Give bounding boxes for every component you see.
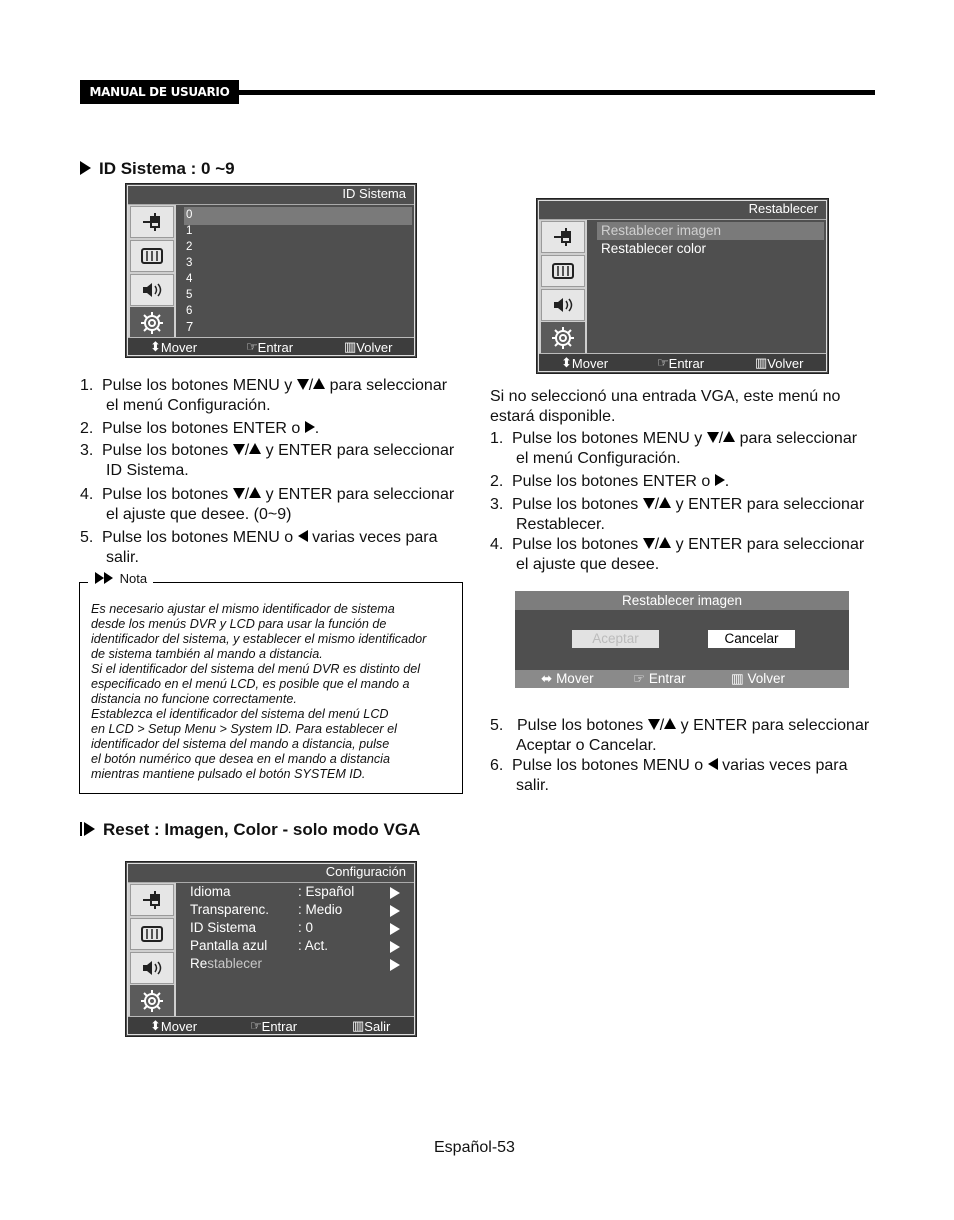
sound-icon[interactable] xyxy=(130,952,174,984)
step-1: 1. Pulse los botones MENU y / para seleccionar el menú Configuración. xyxy=(80,376,470,419)
menu-row-idioma[interactable] xyxy=(190,883,412,901)
menu-row-pantalla-azul[interactable] xyxy=(190,937,412,955)
step-text: salir. xyxy=(106,549,139,566)
up-arrow-icon xyxy=(723,431,735,442)
setup-gear-icon[interactable] xyxy=(541,322,585,354)
picture-icon[interactable] xyxy=(130,918,174,950)
submenu-arrow-icon xyxy=(390,941,400,953)
osd-icon-column xyxy=(539,220,587,355)
osd-id-sistema xyxy=(125,183,417,358)
steps-id-sistema xyxy=(80,376,470,568)
page-number: Español-53 xyxy=(434,1139,515,1156)
move-hint: ⬍ Mover xyxy=(150,1018,198,1034)
osd-icon-column xyxy=(128,883,176,1018)
step-text: y ENTER para seleccionar xyxy=(671,536,865,553)
step-4: 4. Pulse los botones / y ENTER para seleccionar el ajuste que desee. (0~9) xyxy=(80,485,470,528)
back-hint: ▥ Volver xyxy=(755,355,804,371)
step-3: 3. Pulse los botones / y ENTER para seleccionar ID Sistema. xyxy=(80,441,470,485)
step-5: 5. Pulse los botones / y ENTER para seleccionar Aceptar o Cancelar. xyxy=(490,716,890,756)
step-2 xyxy=(80,419,470,441)
double-arrow-icon xyxy=(94,571,116,585)
osd-title: ID Sistema xyxy=(342,186,406,201)
osd-frame xyxy=(127,185,415,356)
id-option[interactable]: 3 xyxy=(186,257,193,269)
step-4: 4. Pulse los botones / y ENTER para seleccionar el ajuste que desee. xyxy=(490,535,890,575)
enter-hint: ☞ Entrar xyxy=(657,355,705,371)
note-line: mientras mantiene pulsado el botón SYSTEM ID. xyxy=(91,767,366,781)
osd-configuracion xyxy=(125,861,417,1037)
setup-gear-icon[interactable] xyxy=(130,307,174,339)
step-text: Pulse los botones xyxy=(512,496,643,513)
id-option[interactable]: 1 xyxy=(186,225,193,237)
step-number: 2. xyxy=(80,420,94,437)
osd-restablecer-imagen-dialog xyxy=(515,591,849,688)
heading-bar-mark xyxy=(80,822,82,836)
enter-label: Entrar xyxy=(261,1019,298,1034)
exit-label: Salir xyxy=(364,1019,391,1034)
setup-gear-icon[interactable] xyxy=(130,985,174,1017)
down-arrow-icon xyxy=(233,444,245,455)
id-option[interactable]: 5 xyxy=(186,289,193,301)
submenu-arrow-icon xyxy=(390,923,400,935)
back-hint: ▥ Volver xyxy=(731,671,786,686)
reset-intro xyxy=(490,387,880,427)
step-text: y ENTER para seleccionar xyxy=(261,486,455,503)
menu-row-value: : Medio xyxy=(298,902,343,917)
step-text: Pulse los botones MENU y xyxy=(512,430,707,447)
step-text: para seleccionar xyxy=(735,430,858,447)
move-label: Mover xyxy=(160,340,198,355)
menu-row-label-dim: stablecer xyxy=(207,956,263,971)
input-icon[interactable] xyxy=(130,884,174,916)
steps-reset xyxy=(490,429,890,575)
step-number: 3. xyxy=(80,442,94,459)
step-text: Aceptar o Cancelar. xyxy=(516,737,657,754)
move-label: Mover xyxy=(571,356,609,371)
enter-hint: ☞ Entrar xyxy=(246,339,294,355)
step-6 xyxy=(490,756,890,796)
step-text: Pulse los botones xyxy=(102,486,233,503)
manual-header-tab: MANUAL DE USUARIO xyxy=(80,80,239,104)
up-arrow-icon xyxy=(659,537,671,548)
id-option[interactable]: 7 xyxy=(186,319,194,334)
menu-row-label: Transparenc. xyxy=(190,902,270,917)
note-line: Es necesario ajustar el mismo identificador de sistema xyxy=(91,602,395,616)
sound-icon[interactable] xyxy=(130,274,174,306)
note-line: identificador del sistema, y establecer el mismo identificador xyxy=(91,632,427,646)
enter-label: Entrar xyxy=(257,340,294,355)
id-option[interactable]: 4 xyxy=(186,273,193,285)
play-arrow-icon xyxy=(80,161,91,175)
step-text: Restablecer. xyxy=(516,516,605,533)
id-option[interactable]: 2 xyxy=(186,241,193,253)
enter-label: Entrar xyxy=(648,671,686,686)
step-text: el ajuste que desee. (0~9) xyxy=(106,506,292,523)
step-number: 4. xyxy=(490,536,504,553)
move-label: Mover xyxy=(160,1019,198,1034)
osd-title: Restablecer xyxy=(748,201,818,216)
submenu-arrow-icon xyxy=(390,959,400,971)
down-arrow-icon xyxy=(233,488,245,499)
step-number: 1. xyxy=(80,377,94,394)
section-heading-id-sistema xyxy=(80,159,235,179)
step-text: salir. xyxy=(516,777,549,794)
step-text: ID Sistema. xyxy=(106,462,189,479)
dialog-footer xyxy=(515,670,849,688)
id-option[interactable]: 6 xyxy=(186,305,193,317)
cancel-button[interactable]: Cancelar xyxy=(708,630,795,648)
step-text: el menú Configuración. xyxy=(516,450,681,467)
section-heading-reset xyxy=(80,820,420,840)
accept-button[interactable]: Aceptar xyxy=(572,630,659,648)
reset-option-imagen[interactable]: Restablecer imagen xyxy=(601,223,722,238)
exit-hint: ▥ Salir xyxy=(352,1018,391,1034)
note-label-text: Nota xyxy=(119,571,148,586)
menu-row-label: Idioma xyxy=(190,884,231,899)
osd-frame xyxy=(538,200,827,372)
submenu-arrow-icon xyxy=(390,887,400,899)
step-5 xyxy=(80,528,470,568)
step-1: 1. Pulse los botones MENU y / para seleccionar el menú Configuración. xyxy=(490,429,890,472)
step-3: 3. Pulse los botones / y ENTER para seleccionar Restablecer. xyxy=(490,495,890,535)
step-text: Pulse los botones ENTER o xyxy=(512,473,715,490)
osd-restablecer xyxy=(536,198,829,374)
note-text xyxy=(91,602,457,782)
id-value-list xyxy=(186,207,193,335)
up-arrow-icon xyxy=(313,378,325,389)
input-icon[interactable] xyxy=(541,221,585,253)
menu-row-value: : 0 xyxy=(298,920,314,935)
note-line: Si el identificador del sistema del menú DVR es distinto del xyxy=(91,662,420,676)
steps-reset-2 xyxy=(490,716,890,796)
up-arrow-icon xyxy=(664,718,676,729)
dialog-title: Restablecer imagen xyxy=(515,591,849,610)
reset-options xyxy=(601,222,721,258)
reset-option-color[interactable]: Restablecer color xyxy=(601,241,707,256)
osd-footer xyxy=(539,353,826,371)
picture-icon[interactable] xyxy=(541,255,585,287)
move-label: Mover xyxy=(556,671,594,686)
down-arrow-icon xyxy=(643,498,655,509)
note-line: de sistema también al mando a distancia. xyxy=(91,647,323,661)
config-menu-rows xyxy=(190,883,412,973)
step-text: varias veces para xyxy=(717,757,848,774)
step-text: . xyxy=(314,420,320,437)
menu-row-label: Pantalla azul xyxy=(190,938,268,953)
section-heading-text: Reset : Imagen, Color - solo modo VGA xyxy=(103,820,421,839)
note-label xyxy=(88,571,153,586)
step-2 xyxy=(490,472,890,495)
step-number: 3. xyxy=(490,496,504,513)
step-number: 2. xyxy=(490,473,504,490)
submenu-arrow-icon xyxy=(390,905,400,917)
left-arrow-icon xyxy=(298,530,308,542)
left-arrow-icon xyxy=(708,758,718,770)
down-arrow-icon xyxy=(297,379,309,390)
step-number: 1. xyxy=(490,430,504,447)
menu-row-restablecer[interactable] xyxy=(190,955,412,973)
osd-frame xyxy=(127,863,415,1035)
step-text: Pulse los botones xyxy=(517,717,648,734)
back-hint: ▥ Volver xyxy=(344,339,393,355)
up-arrow-icon xyxy=(659,497,671,508)
step-text: Pulse los botones MENU y xyxy=(102,377,297,394)
step-text: . xyxy=(724,473,730,490)
move-hint: ⬌ Mover xyxy=(541,671,594,686)
menu-row-value: : Act. xyxy=(298,938,329,953)
move-hint: ⬍ Mover xyxy=(150,339,198,355)
note-line: distancia no funcione correctamente. xyxy=(91,692,297,706)
right-arrow-icon xyxy=(715,474,725,486)
down-arrow-icon xyxy=(707,432,719,443)
osd-footer xyxy=(128,337,414,355)
note-line: especificado en el menú LCD, es posible que el mando a xyxy=(91,677,410,691)
note-line: identificador del sistema del mando a distancia, pulse xyxy=(91,737,390,751)
step-text: el menú Configuración. xyxy=(106,397,271,414)
move-hint: ⬍ Mover xyxy=(561,355,609,371)
back-label: Volver xyxy=(356,340,393,355)
menu-row-id-sistema[interactable] xyxy=(190,919,412,937)
note-line: desde los menús DVR y LCD para usar la función de xyxy=(91,617,387,631)
menu-row-value: : Español xyxy=(298,884,355,899)
play-arrow-icon xyxy=(84,822,95,836)
up-arrow-icon xyxy=(249,443,261,454)
step-text: y ENTER para seleccionar xyxy=(261,442,455,459)
step-text: para seleccionar xyxy=(325,377,448,394)
step-text: y ENTER para seleccionar xyxy=(671,496,865,513)
enter-label: Entrar xyxy=(668,356,705,371)
step-number: 5. xyxy=(490,717,504,734)
down-arrow-icon xyxy=(643,538,655,549)
step-text: Pulse los botones ENTER o xyxy=(102,420,305,437)
step-text: Pulse los botones MENU o xyxy=(102,529,298,546)
step-text: varias veces para xyxy=(307,529,438,546)
note-line: el botón numérico que desea en el mando a distancia xyxy=(91,752,390,766)
step-text: el ajuste que desee. xyxy=(516,556,660,573)
osd-icon-column xyxy=(128,205,176,339)
right-arrow-icon xyxy=(305,421,315,433)
back-label: Volver xyxy=(767,356,804,371)
picture-icon[interactable] xyxy=(130,240,174,272)
back-label: Volver xyxy=(747,671,786,686)
step-text: Pulse los botones xyxy=(512,536,643,553)
up-arrow-icon xyxy=(249,487,261,498)
header-rule xyxy=(239,90,875,95)
intro-line: estará disponible. xyxy=(490,408,616,425)
section-heading-text: ID Sistema : 0 ~9 xyxy=(99,159,235,178)
step-number: 4. xyxy=(80,486,94,503)
note-line: en LCD > Setup Menu > System ID. Para establecer el xyxy=(91,722,397,736)
id-option[interactable]: 0 xyxy=(186,209,193,221)
selection-highlight xyxy=(184,207,412,225)
step-number: 5. xyxy=(80,529,94,546)
menu-row-transparencia[interactable] xyxy=(190,901,412,919)
menu-row-label: Re xyxy=(190,956,208,971)
step-text: Pulse los botones xyxy=(102,442,233,459)
step-number: 6. xyxy=(490,757,504,774)
intro-line: Si no seleccionó una entrada VGA, este menú no xyxy=(490,388,841,405)
note-line: Establezca el identificador del sistema del menú LCD xyxy=(91,707,389,721)
enter-hint: ☞ Entrar xyxy=(633,671,686,686)
sound-icon[interactable] xyxy=(541,289,585,321)
step-text: Pulse los botones MENU o xyxy=(512,757,708,774)
menu-row-label: ID Sistema xyxy=(190,920,257,935)
input-icon[interactable] xyxy=(130,206,174,238)
step-text: y ENTER para seleccionar xyxy=(676,717,870,734)
osd-title: Configuración xyxy=(325,864,406,879)
osd-footer xyxy=(128,1016,414,1034)
enter-hint: ☞ Entrar xyxy=(250,1018,298,1034)
down-arrow-icon xyxy=(648,719,660,730)
